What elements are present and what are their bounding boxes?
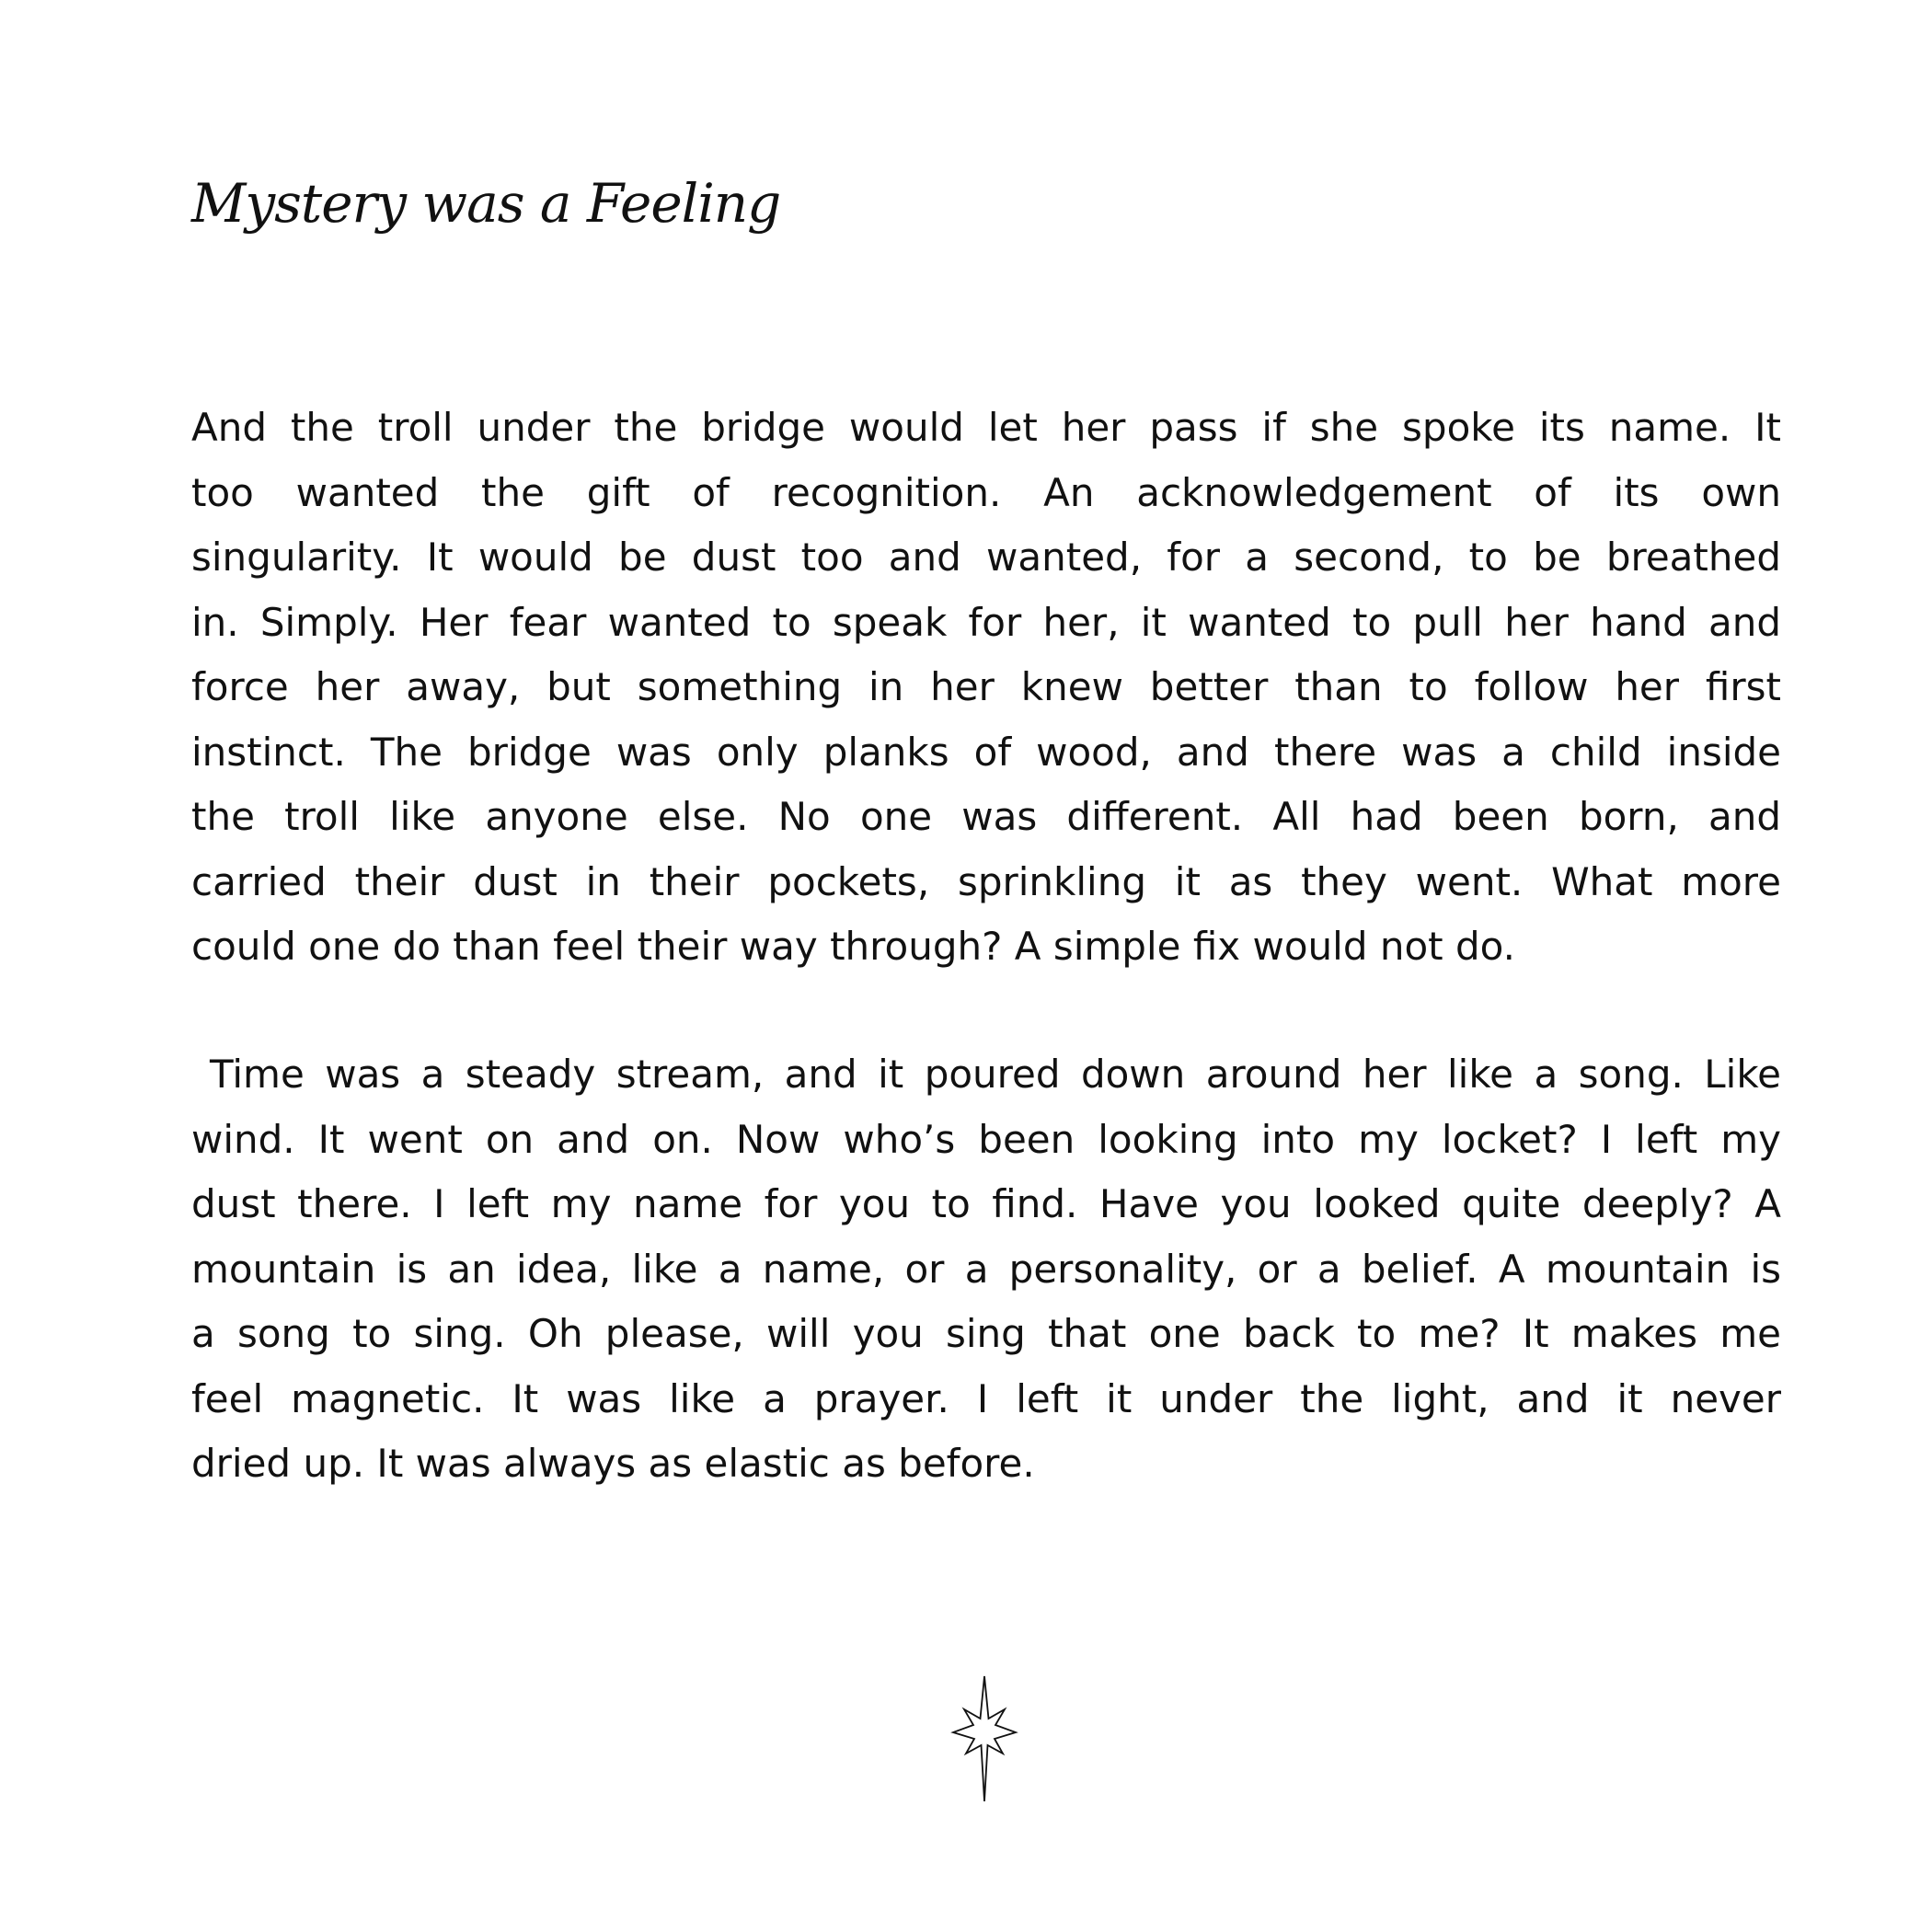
text-line: in. Simply. Her fear wanted to speak for her, it wanted to pull her hand and	[191, 599, 1781, 645]
paragraph-2	[191, 1042, 1781, 1497]
text-line: dried up. It was always as elastic as before.	[191, 1441, 1035, 1486]
text-line: carried their dust in their pockets, sprinkling it as they went. What more	[191, 858, 1781, 904]
text-line: dust there. I left my name for you to find. Have you looked quite deeply? A	[191, 1181, 1781, 1226]
star-outline	[953, 1676, 1016, 1801]
text-line: too wanted the gift of recognition. An acknowledgement of its own	[191, 469, 1781, 515]
text-line: And the troll under the bridge would let her pass if she spoke its name. It	[191, 405, 1781, 450]
text-line: singularity. It would be dust too and wanted, for a second, to be breathed	[191, 535, 1781, 580]
text-line: mountain is an idea, like a name, or a personality, or a belief. A mountain is	[191, 1246, 1781, 1292]
text-line: could one do than feel their way through? A simple fix would not do.	[191, 924, 1515, 969]
text-line: feel magnetic. It was like a prayer. I left it under the light, and it never	[191, 1375, 1781, 1421]
text-line: a song to sing. Oh please, will you sing that one back to me? It makes me	[191, 1311, 1781, 1356]
paragraph-1	[191, 396, 1781, 980]
text-line: wind. It went on and on. Now who’s been looking into my locket? I left my	[191, 1116, 1781, 1162]
text-line: the troll like anyone else. No one was different. All had been born, and	[191, 794, 1781, 839]
text-line: instinct. The bridge was only planks of wood, and there was a child inside	[191, 729, 1781, 775]
page-title: Mystery was a Feeling	[191, 172, 781, 235]
text-line: force her away, but something in her knew better than to follow her first	[191, 664, 1781, 709]
north-star-icon	[948, 1674, 1021, 1803]
text-line: Time was a steady stream, and it poured down around her like a song. Like	[210, 1052, 1781, 1097]
